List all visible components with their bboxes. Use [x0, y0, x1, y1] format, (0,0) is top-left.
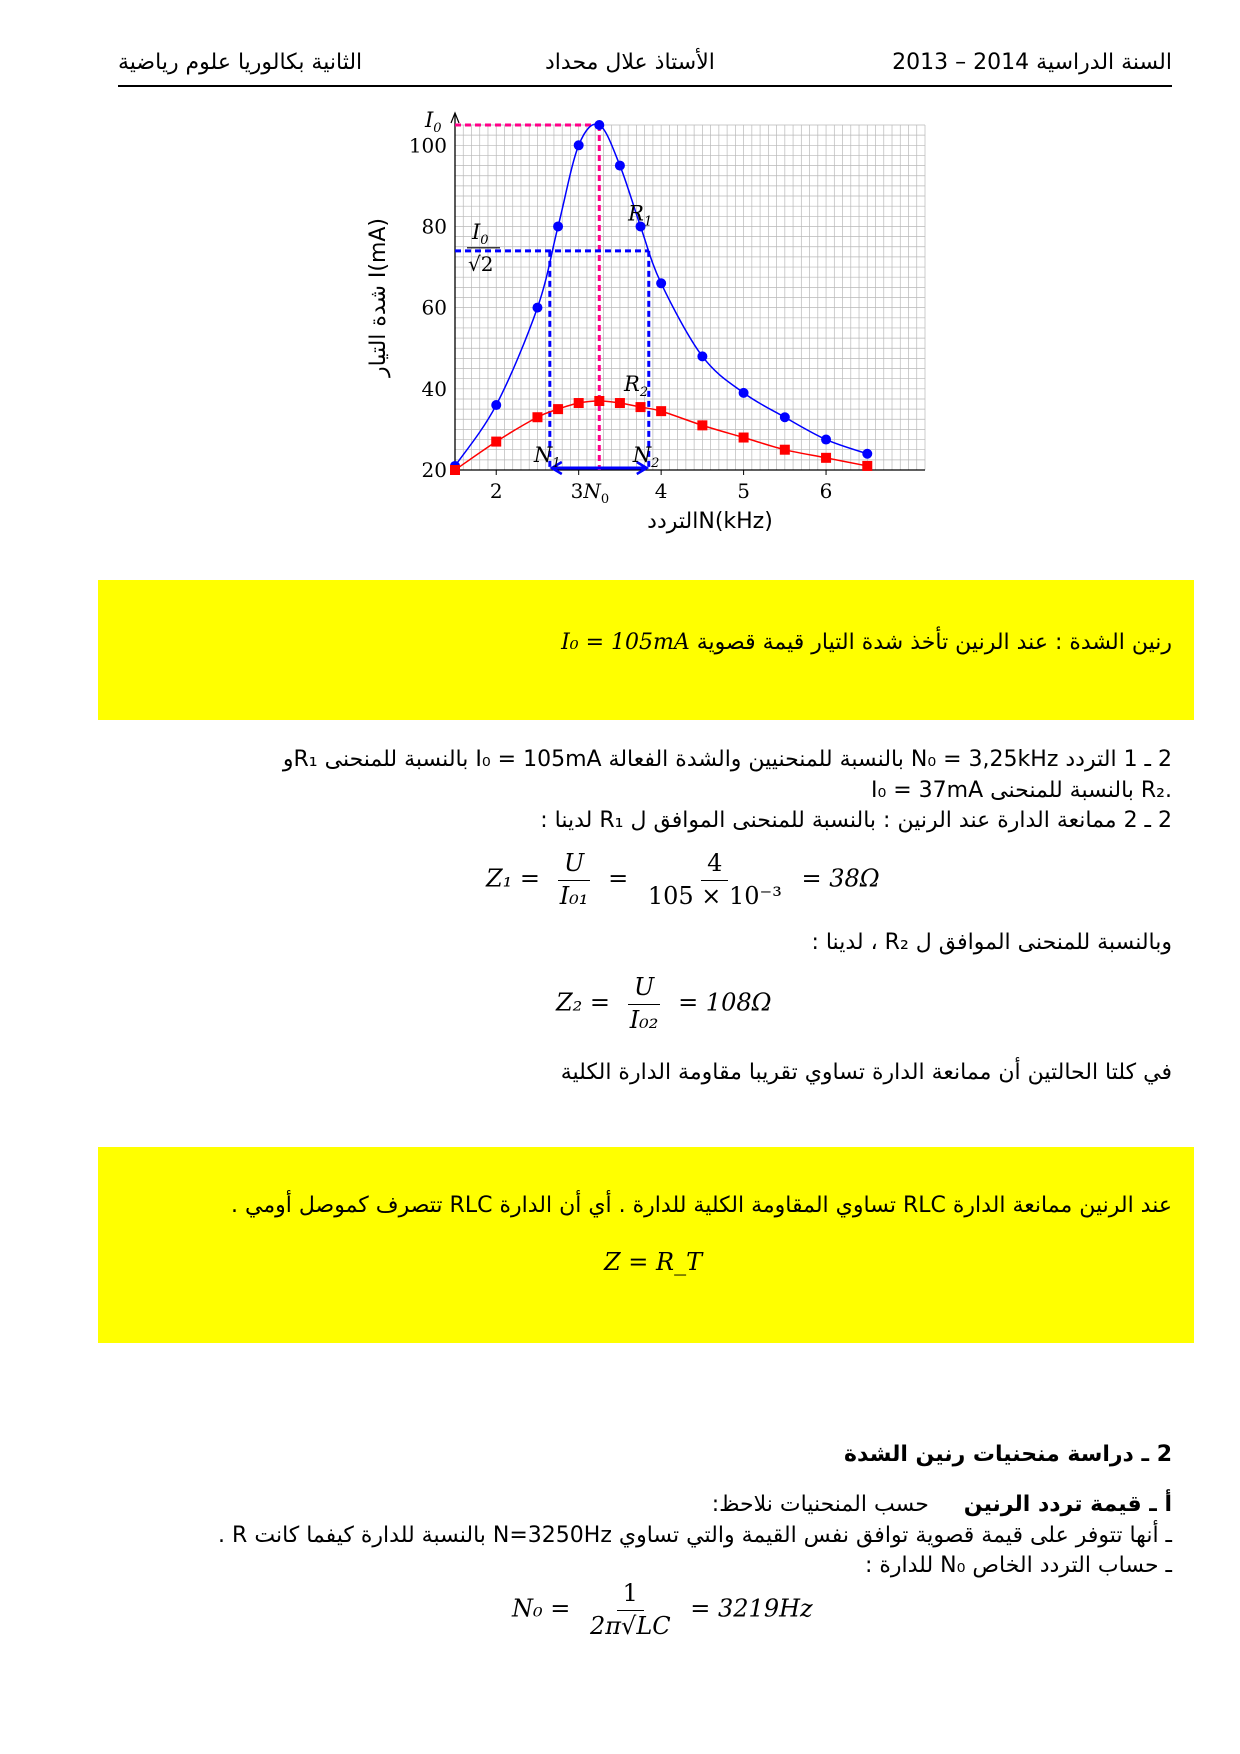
- z1-rhs: = 38Ω: [801, 864, 880, 893]
- ohmic-box-eq: Z = R_T: [604, 1248, 703, 1276]
- section-2-2-conclusion: في كلتا الحالتين أن ممانعة الدارة تساوي تقريبا مقاومة الدارة الكلية: [560, 1060, 1172, 1085]
- point-R2: [553, 404, 563, 414]
- point-R2: [532, 412, 542, 422]
- z1-lhs: Z₁ =: [486, 864, 541, 893]
- header-level: الثانية بكالوريا علوم رياضية: [118, 50, 363, 75]
- point-R1: [821, 435, 831, 445]
- label-n1: $N_1$: [533, 443, 561, 471]
- point-R1: [739, 388, 749, 398]
- z2-num: U: [628, 974, 660, 1005]
- sub-a-rest: حسب المنحنيات نلاحظ:: [711, 1492, 929, 1517]
- point-R1: [574, 140, 584, 150]
- point-R2: [862, 461, 872, 471]
- point-R1: [594, 120, 604, 130]
- section-study-sub-a: [712, 1492, 1172, 1517]
- z1-num2: 4: [701, 850, 728, 881]
- y-tick-label: 100: [408, 133, 447, 158]
- point-R2: [450, 465, 460, 475]
- section-2-1-line2: I₀ = 37mA بالنسبة للمنحنى R₂.: [870, 778, 1172, 803]
- n0-num: 1: [617, 1580, 644, 1611]
- point-R1: [656, 278, 666, 288]
- n0-den: 2π√LC: [590, 1611, 671, 1640]
- z1-den1: I₀₁: [559, 881, 589, 910]
- label-r2: $R_2$: [624, 371, 649, 400]
- section-study-title: 2 ـ دراسة منحنيات رنين الشدة: [844, 1442, 1172, 1467]
- label-3n0: $3N_0$: [570, 479, 610, 507]
- z2-den: I₀₂: [629, 1005, 659, 1034]
- equation-z1: Z₁ = $\frac{U}{\text{I₀₁}}$ = $\frac{4}{\text{105 × 10⁻³}}$ = 38Ω: [486, 849, 880, 910]
- point-R2: [821, 453, 831, 463]
- x-tick-label: 4: [654, 479, 668, 503]
- point-R1: [780, 412, 790, 422]
- section-2-2-line2: وبالنسبة للمنحنى الموافق ل R₂ ، لدينا :: [811, 930, 1172, 955]
- equation-n0: [512, 1580, 813, 1640]
- resonance-box-text: [561, 630, 1172, 655]
- section-2-1-line1: 2 ـ 1 التردد N₀ = 3,25kHz بالنسبة للمنحنيين والشدة الفعالة I₀ = 105mA بالنسبة للمنحنى R₁و: [282, 747, 1172, 772]
- point-R2: [594, 396, 604, 406]
- y-tick-label: 60: [421, 295, 447, 320]
- point-R1: [491, 400, 501, 410]
- n0-rhs: = 3219Hz: [690, 1594, 813, 1623]
- study-bullet-2: ـ حساب التردد الخاص N₀ للدارة :: [864, 1553, 1172, 1578]
- study-bullet-1: ـ أنها تتوفر على قيمة قصوية توافق نفس القيمة والتي تساوي N=3250Hz بالنسبة للدارة كيفما كانت R .: [218, 1523, 1172, 1548]
- label-i0-sqrt2-num: $I_0$: [472, 219, 489, 248]
- y-tick-label: 20: [421, 458, 447, 482]
- section-2-2-line1: 2 ـ 2 ممانعة الدارة عند الرنين : بالنسبة للمنحنى الموافق ل R₁ لدينا :: [540, 808, 1172, 833]
- equation-z2: [556, 974, 772, 1034]
- z2-lhs: Z₂ =: [556, 988, 611, 1017]
- header-year: السنة الدراسية 2014 – 2013: [892, 50, 1172, 75]
- point-R2: [615, 398, 625, 408]
- label-i0: $I_0$: [425, 110, 442, 136]
- n0-lhs: N₀ =: [512, 1594, 571, 1623]
- point-R1: [697, 351, 707, 361]
- y-tick-label: 80: [421, 214, 447, 239]
- point-R1: [862, 449, 872, 459]
- x-axis-label: الترددN(kHz): [647, 509, 773, 534]
- point-R1: [553, 221, 563, 231]
- point-R2: [491, 437, 501, 447]
- resonance-chart: [340, 110, 940, 550]
- z2-rhs: = 108Ω: [678, 988, 772, 1017]
- point-R2: [656, 406, 666, 416]
- point-R2: [780, 445, 790, 455]
- resonance-box-label: رنين الشدة : عند الرنين تأخذ شدة التيار قيمة قصوية: [696, 630, 1172, 655]
- header-rule: [118, 85, 1172, 87]
- y-axis-label: شدة التيار I(mA): [366, 217, 391, 378]
- point-R1: [615, 161, 625, 171]
- point-R1: [532, 303, 542, 313]
- header-teacher: الأستاذ علال محداد: [545, 50, 715, 75]
- x-tick-label: 2: [489, 479, 503, 503]
- sub-a-title: أ ـ قيمة تردد الرنين: [963, 1492, 1172, 1517]
- point-R2: [739, 433, 749, 443]
- label-n2: $N_2$: [632, 443, 660, 471]
- chart-grid: [455, 125, 925, 470]
- x-tick-label: 6: [819, 479, 833, 503]
- ohmic-box: [98, 1147, 1194, 1343]
- label-r1: $R_1$: [628, 201, 653, 230]
- resonance-box-math: I₀ = 105mA: [561, 630, 690, 655]
- point-R2: [574, 398, 584, 408]
- z1-num1: U: [558, 850, 590, 881]
- ohmic-box-text: عند الرنين ممانعة الدارة RLC تساوي المقاومة الكلية للدارة . أي أن الدارة RLC تتصرف كموصل أومي .: [231, 1193, 1172, 1218]
- point-R2: [636, 402, 646, 412]
- y-tick-label: 40: [421, 376, 447, 401]
- label-i0-sqrt2-den: √2: [468, 251, 494, 276]
- x-tick-label: 5: [737, 479, 750, 503]
- point-R2: [697, 420, 707, 430]
- z1-den2: 105 × 10⁻³: [647, 881, 782, 910]
